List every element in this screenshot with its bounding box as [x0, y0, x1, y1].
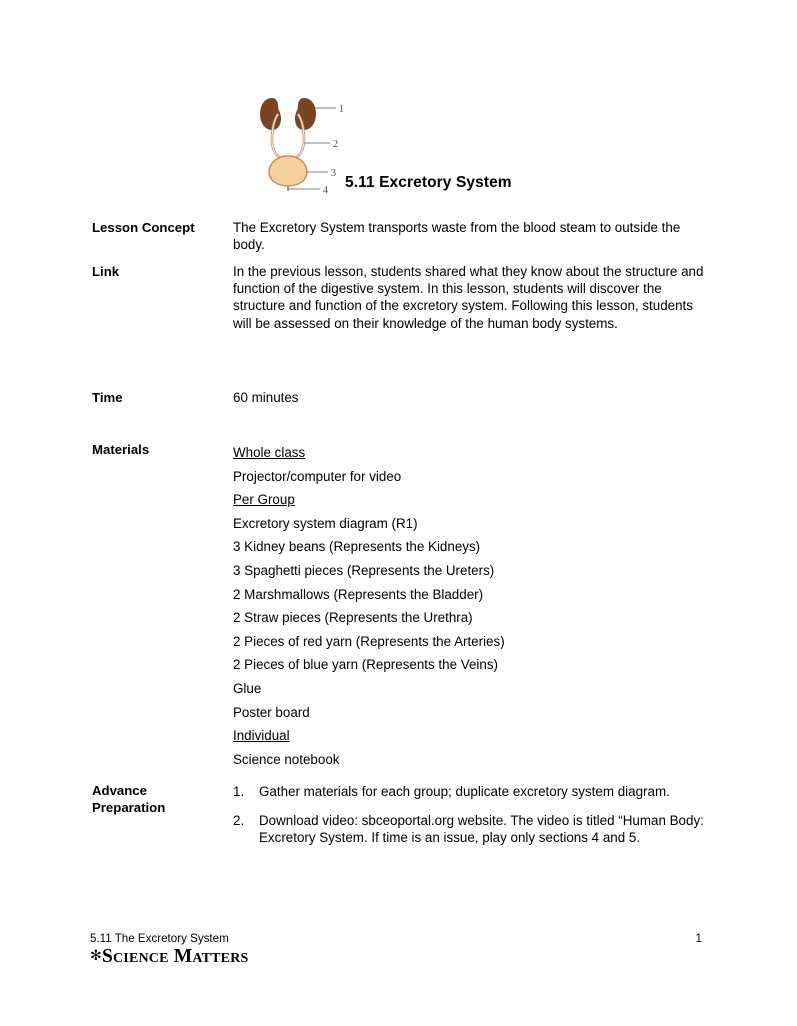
- section-body-link: In the previous lesson, students shared what they know about the structure and function of the digestive system. In this lesson, students will discover the structure and function of the excretory system. Following this lesson, students will be assessed on their knowledge of the human body systems.: [233, 264, 704, 331]
- diagram-label-4: 4: [323, 185, 328, 193]
- science-matters-logo-text: Science Matters: [101, 946, 249, 967]
- footer-page-number: 1: [695, 932, 702, 945]
- materials-list: [233, 441, 705, 771]
- section-label-link: Link: [92, 264, 120, 279]
- materials-list-item: 2 Straw pieces (Represents the Urethra): [233, 610, 473, 626]
- diagram-label-3: 3: [331, 168, 336, 179]
- materials-list-item: Per Group: [233, 492, 295, 508]
- advance-preparation-item-text: Gather materials for each group; duplicate excretory system diagram.: [259, 784, 670, 799]
- advance-preparation-item-number: 1.: [233, 784, 245, 799]
- materials-list-item: 3 Spaghetti pieces (Represents the Ureters): [233, 562, 495, 578]
- materials-list-item: 2 Marshmallows (Represents the Bladder): [233, 586, 484, 602]
- advance-preparation-item: [233, 783, 705, 800]
- footer-lesson-title: 5.11 The Excretory System: [90, 932, 229, 945]
- materials-list-item: 2 Pieces of red yarn (Represents the Arteries): [233, 633, 505, 649]
- document-header: [0, 88, 797, 206]
- section-label-advance-line-2: Preparation: [92, 799, 166, 815]
- section-body-lesson-concept: The Excretory System transports waste from the blood steam to outside the body.: [233, 220, 681, 253]
- section-body-time: 60 minutes: [233, 390, 299, 405]
- section-label-advance-line-1: Advance: [92, 783, 147, 798]
- materials-list-item: 2 Pieces of blue yarn (Represents the Veins): [233, 657, 498, 673]
- materials-list-item: Individual: [233, 728, 290, 744]
- advance-preparation-item-number: 2.: [233, 813, 245, 829]
- materials-list-item: 3 Kidney beans (Represents the Kidneys): [233, 539, 481, 555]
- section-label-time: Time: [92, 390, 123, 405]
- advance-preparation-item: [233, 812, 705, 846]
- excretory-system-diagram: [252, 88, 352, 193]
- materials-list-item: Excretory system diagram (R1): [233, 515, 418, 531]
- section-label-lesson-concept: Lesson Concept: [92, 220, 195, 235]
- page-footer: [90, 931, 702, 981]
- page-title: 5.11 Excretory System: [345, 174, 512, 191]
- diagram-label-1: 1: [339, 104, 344, 115]
- advance-preparation-item-text: Download video: sbceoportal.org website. The video is titled “Human Body: Excretory System. If time is an issue, play only sections 4 and 5.: [259, 813, 704, 846]
- diagram-label-2: 2: [333, 139, 338, 150]
- section-body-materials: [233, 441, 705, 771]
- bladder-shape: [269, 156, 307, 186]
- section-body-advance-preparation: [233, 783, 705, 847]
- asterisk-icon: ✻: [90, 948, 102, 964]
- materials-list-item: Projector/computer for video: [233, 468, 402, 484]
- materials-list-item: Glue: [233, 680, 262, 696]
- materials-list-item: Whole class: [233, 445, 306, 460]
- section-label-advance-preparation: [92, 783, 232, 816]
- section-label-materials: Materials: [92, 442, 150, 457]
- advance-preparation-list: [233, 783, 705, 847]
- science-matters-logo: [90, 945, 249, 968]
- materials-list-item: Science notebook: [233, 751, 340, 767]
- materials-list-item: Poster board: [233, 704, 310, 720]
